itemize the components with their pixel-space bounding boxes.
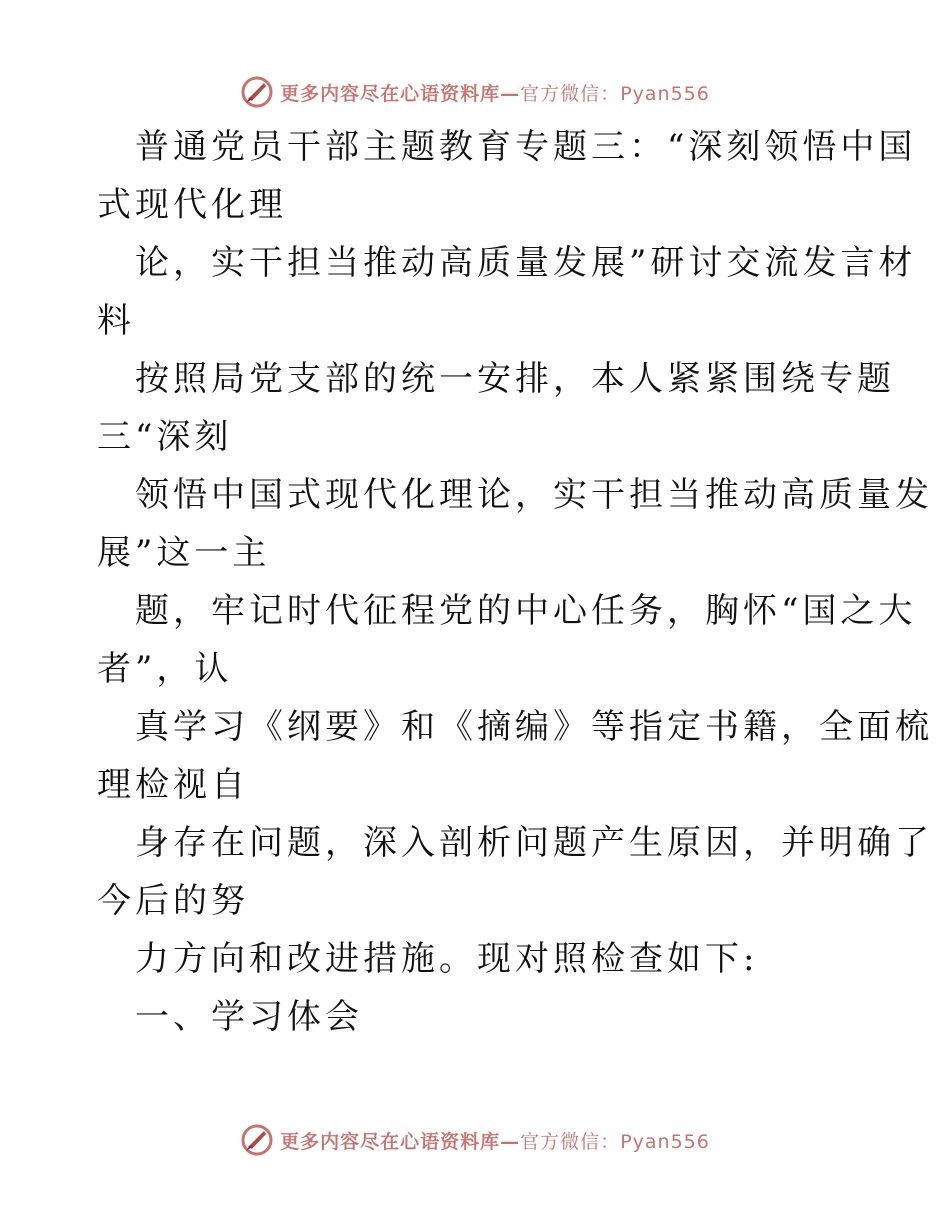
footer-wechat-id: Pyan556 <box>620 1130 710 1153</box>
doc-line: 三“深刻 <box>97 417 233 457</box>
doc-line: 身存在问题，深入剖析问题产生原因，并明确了 <box>135 823 933 863</box>
header-dash: — <box>500 82 521 105</box>
page-footer <box>0 1118 950 1162</box>
quill-logo-icon <box>240 75 274 109</box>
doc-line: 题，牢记时代征程党的中心任务，胸怀“国之大 <box>135 591 917 631</box>
doc-line: 今后的努 <box>97 881 249 921</box>
doc-line: 展”这一主 <box>97 533 271 573</box>
doc-line: 力方向和改进措施。现对照检查如下: <box>135 939 759 979</box>
header-text <box>280 79 710 106</box>
footer-wechat-label: 官方微信： <box>520 1130 621 1153</box>
header-wechat-id: Pyan556 <box>620 82 710 105</box>
doc-line: 式现代化理 <box>97 185 287 225</box>
footer-dash: — <box>500 1130 521 1153</box>
header-site-name: 更多内容尽在心语资料库 <box>280 82 501 105</box>
doc-line: 料 <box>97 301 135 341</box>
doc-line: 论，实干担当推动高质量发展”研讨交流发言材 <box>135 243 917 283</box>
doc-line: 普通党员干部主题教育专题三：“深刻领悟中国 <box>135 127 917 167</box>
page-header <box>0 70 950 114</box>
footer-text <box>280 1127 710 1154</box>
quill-logo-icon <box>240 1123 274 1157</box>
doc-line: 理检视自 <box>97 765 249 805</box>
doc-line: 者”，认 <box>97 649 233 689</box>
header-wechat-label: 官方微信： <box>520 82 621 105</box>
doc-line: 真学习《纲要》和《摘编》等指定书籍，全面梳 <box>135 707 933 747</box>
footer-site-name: 更多内容尽在心语资料库 <box>280 1130 501 1153</box>
section-heading: 一、学习体会 <box>135 997 363 1037</box>
doc-line: 领悟中国式现代化理论，实干担当推动高质量发 <box>135 475 933 515</box>
doc-line: 按照局党支部的统一安排，本人紧紧围绕专题 <box>135 359 895 399</box>
document-body <box>97 118 933 1046</box>
